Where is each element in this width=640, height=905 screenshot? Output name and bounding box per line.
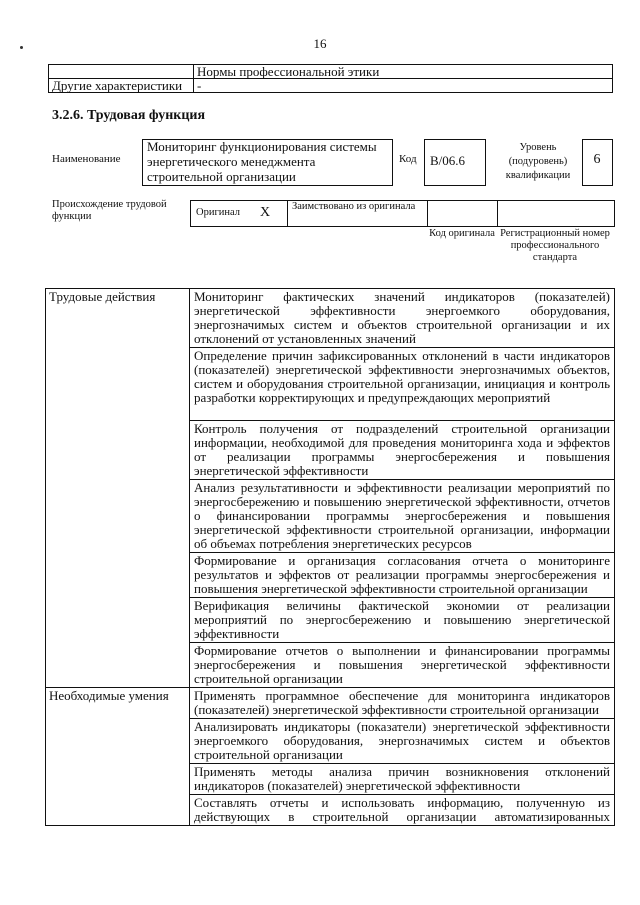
table-cell: Формирование и организация согласования отчета о мониторинге результатов и эффектов от реализации программы энергосбережения и повышения энергетической эффективности строительной организации <box>190 553 615 598</box>
divider <box>287 200 288 226</box>
page-number: 16 <box>313 36 327 51</box>
divider <box>427 200 428 226</box>
top-characteristics-table <box>48 64 613 93</box>
table-row <box>49 79 613 93</box>
original-mark: X <box>260 205 271 220</box>
table-row <box>46 289 615 348</box>
code-label: Код <box>399 153 417 165</box>
table-cell: Применять методы анализа причин возникновения отклонений индикаторов (показателей) энергетической эффективности <box>190 764 615 795</box>
row-label: Другие характеристики <box>49 79 194 93</box>
row-value: Нормы профессиональной этики <box>194 65 613 79</box>
table-cell: Верификация величины фактической экономии от реализации мероприятий по энергосбережению и повышению энергетической эффективности <box>190 598 615 643</box>
table-cell: Определение причин зафиксированных отклонений в части индикаторов (показателей) энергетической эффективности энергозначимых объектов, систем и оборудования строительной организации, инициация и контроль разработки корректирующих и предупреждающих мероприятий <box>190 348 615 421</box>
table-cell: Формирование отчетов о выполнении и финансировании программы энергосбережения и повышения энергетической эффективности строительной организации <box>190 643 615 688</box>
labor-function-table <box>45 288 615 826</box>
table-cell: Анализ результативности и эффективности реализации мероприятий по энергосбережению и повышению энергетической эффективности, отчетов о финансировании программы энергосбережения и повышения энергетической эффективности строительной организации, информации об объемах потребления энергетических ресурсов <box>190 480 615 553</box>
table-cell: Контроль получения от подразделений строительной организации информации, необходимой для проведения мониторинга хода и эффектов от реализации программы энергосбережения и повышения энергетической эффективности <box>190 421 615 480</box>
table-row <box>46 688 615 719</box>
origin-label: Происхождение трудовой функции <box>52 199 167 222</box>
level-value: 6 <box>593 152 601 167</box>
table-cell: Анализировать индикаторы (показатели) энергетической эффективности энергоемкого оборудования, энергозначимых систем и объектов строительной организации <box>190 719 615 764</box>
section-label: Необходимые умения <box>46 688 190 826</box>
code-caption: Код оригинала <box>429 228 495 239</box>
section-title: 3.2.6. Трудовая функция <box>52 108 206 123</box>
row-label <box>49 65 194 79</box>
section-label: Трудовые действия <box>46 289 190 688</box>
table-cell: Составлять отчеты и использовать информацию, полученную из действующих в строительной организации автоматизированных <box>190 795 615 826</box>
table-row <box>49 65 613 79</box>
table-cell: Применять программное обеспечение для мониторинга индикаторов (показателей) энергетической эффективности строительной организации <box>190 688 615 719</box>
level-label: Уровень (подуровень) квалификации <box>505 142 571 181</box>
row-value: - <box>194 79 613 93</box>
borrowed-label: Заимствовано из оригинала <box>292 201 416 212</box>
reg-caption: Регистрационный номер профессионального стандарта <box>500 228 610 263</box>
divider <box>497 200 498 226</box>
code-value: B/06.6 <box>430 153 466 168</box>
function-name: Мониторинг функционирования системы энергетического менеджмента строительной организации <box>147 139 377 184</box>
original-label: Оригинал <box>196 207 240 218</box>
table-cell: Мониторинг фактических значений индикаторов (показателей) энергетической эффективности энергоемкого оборудования, энергозначимых систем и объектов строительной организации и их отклонений от установленных значений <box>190 289 615 348</box>
name-label: Наименование <box>52 153 121 165</box>
